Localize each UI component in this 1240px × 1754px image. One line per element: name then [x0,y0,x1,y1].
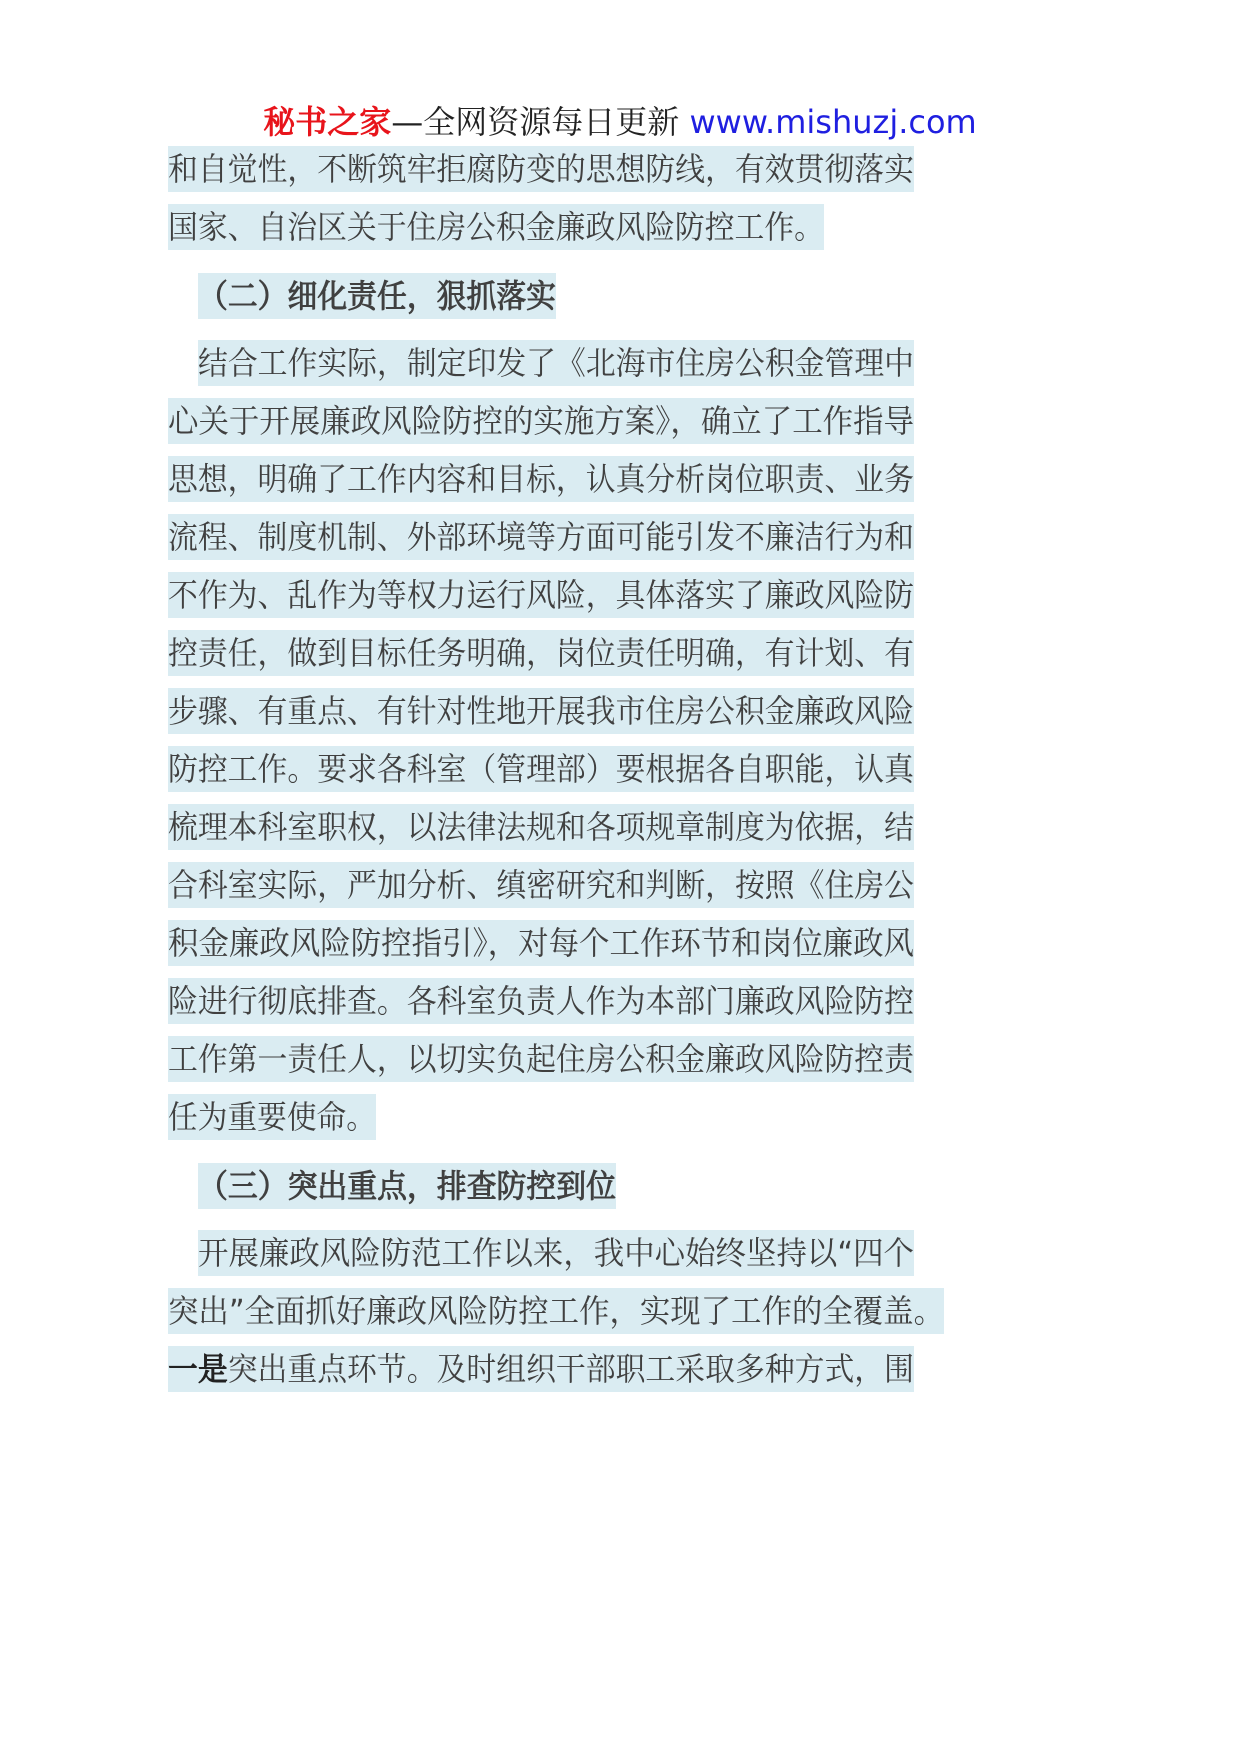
text-line: 国家、自治区关于住房公积金廉政风险防控工作。 [168,204,824,250]
text-line: 任为重要使命。 [168,1094,376,1140]
text-line: 工作第一责任人，以切实负起住房公积金廉政风险防控责 [168,1036,914,1082]
text-line: 思想，明确了工作内容和目标，认真分析岗位职责、业务 [168,456,914,502]
text-line: 突出”全面抓好廉政风险防控工作，实现了工作的全覆盖。 [168,1288,944,1334]
text-line: 开展廉政风险防范工作以来，我中心始终坚持以“四个 [198,1230,914,1276]
text-line: 不作为、乱作为等权力运行风险，具体落实了廉政风险防 [168,572,914,618]
header-url[interactable]: www.mishuzj.com [689,103,977,141]
section-heading: （二）细化责任，狠抓落实 [198,273,556,319]
text-line: 险进行彻底排查。各科室负责人作为本部门廉政风险防控 [168,978,914,1024]
text-line: 结合工作实际，制定印发了《北海市住房公积金管理中 [198,340,914,386]
section-heading: （三）突出重点，排查防控到位 [198,1163,616,1209]
text-line: 积金廉政风险防控指引》，对每个工作环节和岗位廉政风 [168,920,914,966]
text-line: 合科室实际，严加分析、缜密研究和判断，按照《住房公 [168,862,914,908]
text-line: 流程、制度机制、外部环境等方面可能引发不廉洁行为和 [168,514,914,560]
brand-name: 秘书之家 [263,103,392,141]
text-line: 一是突出重点环节。及时组织干部职工采取多种方式，围 [168,1346,914,1392]
text-line: 梳理本科室职权，以法律法规和各项规章制度为依据，结 [168,804,914,850]
header-tagline: —全网资源每日更新 [391,103,690,141]
text-line: 步骤、有重点、有针对性地开展我市住房公积金廉政风险 [168,688,914,734]
bold-lead: 一是 [168,1350,228,1388]
text-line: 控责任，做到目标任务明确，岗位责任明确，有计划、有 [168,630,914,676]
text-line: 防控工作。要求各科室（管理部）要根据各自职能，认真 [168,746,914,792]
text-line: 和自觉性，不断筑牢拒腐防变的思想防线，有效贯彻落实 [168,146,914,192]
text-line: 心关于开展廉政风险防控的实施方案》，确立了工作指导 [168,398,914,444]
